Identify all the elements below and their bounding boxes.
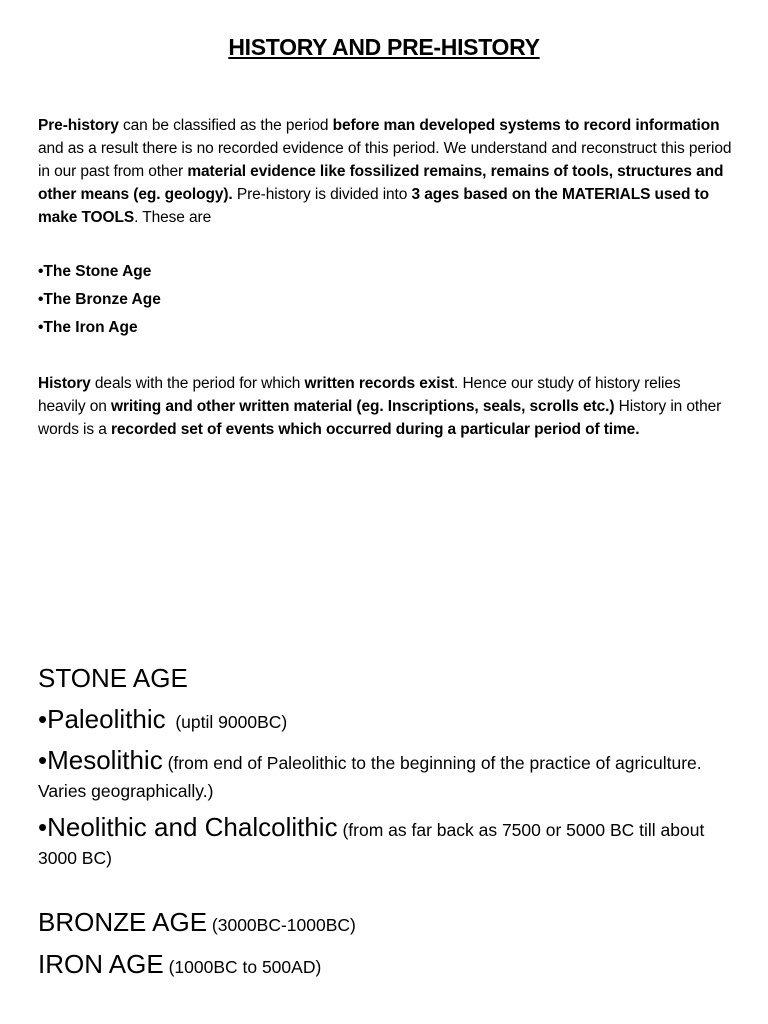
bronze-age-name: BRONZE AGE (38, 907, 208, 937)
iron-age-name: IRON AGE (38, 949, 164, 979)
prehistory-emphasis-2: material evidence like fossilized remains, remains of tools, structures and other means (eg. geology). (38, 163, 724, 203)
iron-age-detail: (1000BC to 500AD) (163, 957, 322, 977)
list-item-bronze-age: •The Bronze Age (38, 291, 161, 308)
history-term: History (38, 375, 91, 392)
prehistory-text-3: Pre-history is divided into (232, 186, 412, 203)
history-text-3: History in other words is a (38, 398, 722, 438)
prehistory-text-1: can be classified as the period (118, 117, 333, 134)
prehistory-emphasis-3: 3 ages based on the MATERIALS used to make TOOLS (38, 186, 709, 226)
paleolithic-name: •Paleolithic (38, 704, 166, 734)
iron-age-entry (38, 951, 732, 982)
neolithic-detail: (from as far back as 7500 or 5000 BC till about 3000 BC) (38, 820, 705, 868)
prehistory-emphasis-1: before man developed systems to record information (332, 117, 720, 134)
prehistory-text-4: . These are (134, 209, 212, 226)
mesolithic-name: •Mesolithic (38, 745, 163, 775)
list-item-stone-age: •The Stone Age (38, 263, 152, 280)
bronze-age-detail: (3000BC-1000BC) (207, 915, 356, 935)
list-item-iron-age: •The Iron Age (38, 319, 138, 336)
prehistory-paragraph (38, 114, 732, 229)
history-emphasis-3: recorded set of events which occurred during a particular period of time. (110, 421, 640, 438)
history-paragraph (38, 372, 732, 441)
ages-list (38, 260, 161, 344)
history-text-2: . Hence our study of history relies heavily on (38, 375, 681, 415)
bronze-age-entry (38, 909, 732, 940)
history-emphasis-2: writing and other written material (eg. Inscriptions, seals, scrolls etc.) (111, 398, 615, 415)
neolithic-entry (38, 814, 732, 873)
prehistory-text-2: and as a result there is no recorded evidence of this period. We understand and reconstruct this period in our past from other (38, 140, 732, 180)
history-text-1: deals with the period for which (90, 375, 305, 392)
prehistory-term: Pre-history (38, 117, 119, 134)
mesolithic-detail: (from end of Paleolithic to the beginning of the practice of agriculture. Varies geographically.) (38, 753, 702, 801)
page-title: HISTORY AND PRE-HISTORY (228, 34, 540, 60)
paleolithic-detail: (uptil 9000BC) (165, 712, 288, 732)
neolithic-name: •Neolithic and Chalcolithic (38, 812, 338, 842)
history-emphasis-1: written records exist (304, 375, 455, 392)
stone-age-heading: STONE AGE (38, 663, 188, 693)
paleolithic-entry (38, 706, 732, 737)
mesolithic-entry (38, 747, 732, 806)
